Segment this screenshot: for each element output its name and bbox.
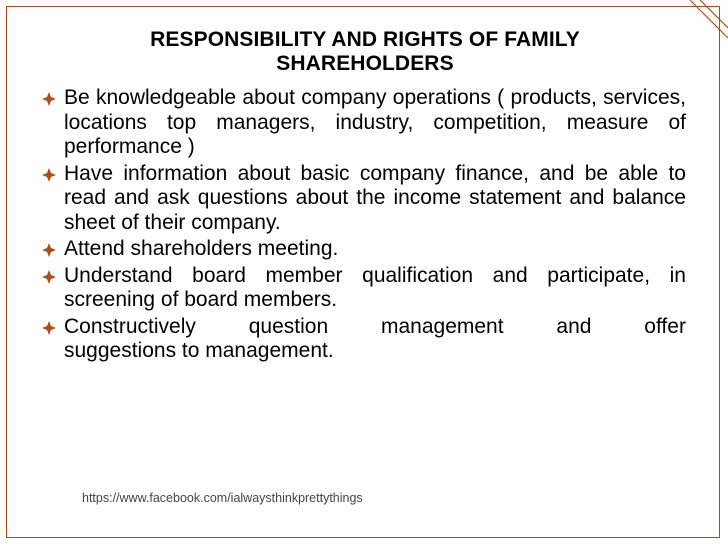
- bullet-text: Have information about basic company finance, and be able to read and ask questions about the income statement and balance sheet of their company.: [64, 161, 686, 234]
- bullet-item: [42, 162, 686, 236]
- bullet-word: offer: [644, 314, 686, 338]
- bullet-text: Be knowledgeable about company operations ( products, services, locations top managers, industry, competition, measure of performance ): [64, 86, 686, 158]
- title-line-2: SHAREHOLDERS: [276, 52, 454, 75]
- diamond-bullet-icon: [42, 92, 56, 106]
- bullet-line-justified: [64, 315, 686, 340]
- bullet-item: [42, 264, 686, 313]
- diamond-bullet-icon: [42, 168, 56, 182]
- slide-title: [62, 28, 668, 76]
- diamond-bullet-icon: [42, 270, 56, 284]
- bullet-word: question: [248, 314, 329, 338]
- footer-url[interactable]: https://www.facebook.com/ialwaysthinkprettythings: [82, 491, 363, 505]
- bullet-item: [42, 315, 686, 364]
- bullet-text: Understand board member qualification and participate, in screening of board members.: [64, 263, 686, 311]
- bullet-word: Constructively: [64, 314, 196, 338]
- bullet-word: management: [380, 314, 504, 338]
- bullet-list: [42, 86, 686, 366]
- diamond-bullet-icon: [42, 243, 56, 257]
- bullet-line-2: suggestions to management.: [64, 339, 334, 362]
- bullet-item: [42, 237, 686, 262]
- bullet-word: and: [556, 314, 592, 338]
- bullet-text: Attend shareholders meeting.: [64, 237, 339, 260]
- title-line-1: RESPONSIBILITY AND RIGHTS OF FAMILY: [150, 28, 580, 51]
- bullet-item: [42, 86, 686, 160]
- diamond-bullet-icon: [42, 321, 56, 335]
